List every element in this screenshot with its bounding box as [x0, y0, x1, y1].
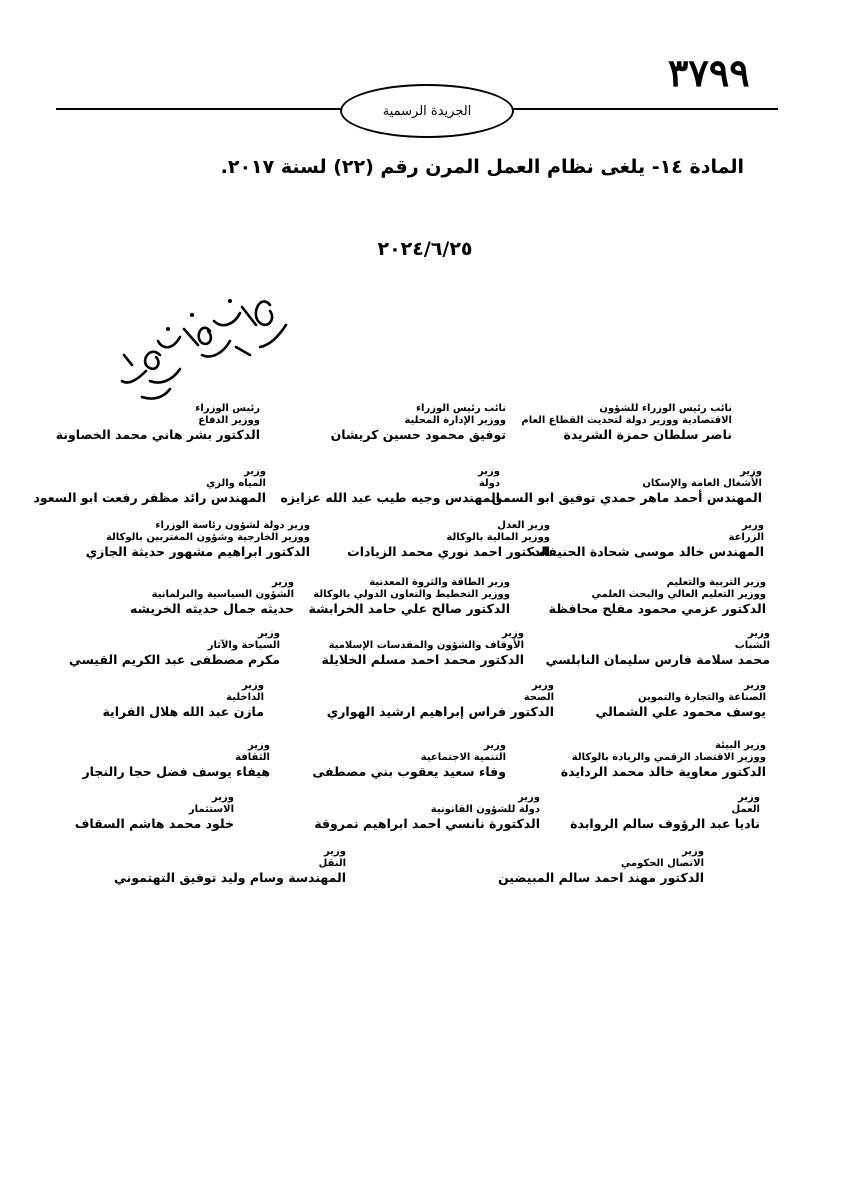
gazette-label: الجريدة الرسمية — [382, 103, 472, 119]
minister-name: الدكتور عزمي محمود مفلح محافظة — [548, 601, 766, 616]
minister-block — [102, 680, 264, 720]
minister-title-line2: الاستثمار — [188, 804, 234, 815]
minister-name: المهندس رائد مظفر رفعت ابو السعود — [33, 490, 266, 505]
minister-title-line1: وزير البيئة — [715, 740, 766, 751]
minister-title-line1: وزير — [258, 628, 280, 639]
minister-name: ناصر سلطان حمزة الشريدة — [563, 427, 732, 442]
page-number: ٣٧٩٩ — [668, 50, 750, 95]
minister-block — [322, 628, 524, 668]
minister-title-line1: وزير — [740, 466, 762, 477]
minister-title-line2: الثقافة — [235, 752, 270, 763]
minister-title-line1: وزير — [212, 792, 234, 803]
minister-title-line1: رئيس الوزراء — [195, 403, 260, 414]
minister-name: الدكتور محمد احمد مسلم الخلايلة — [321, 652, 524, 667]
minister-name: هيفاء يوسف فضل حجا رالنجار — [82, 764, 270, 779]
minister-title-line2: النقل — [318, 858, 346, 869]
minister-title-line2: الاتصال الحكومي — [620, 858, 704, 869]
minister-block — [86, 520, 310, 560]
minister-title-line2: الأشغال العامة والإسكان — [642, 478, 762, 489]
minister-block — [531, 520, 764, 560]
minister-block — [521, 403, 732, 443]
minister-title-line1: وزير — [244, 466, 266, 477]
minister-title-line2: الصناعة والتجارة والتموين — [637, 692, 766, 703]
minister-block — [561, 740, 766, 780]
minister-block — [56, 403, 260, 443]
minister-block — [570, 792, 760, 832]
minister-name: الدكتور احمد نوري محمد الزيادات — [347, 544, 550, 559]
minister-name: المهندس أحمد ماهر حمدي توفيق ابو السمن — [491, 490, 762, 505]
minister-title-line1: وزير — [324, 846, 346, 857]
minister-block — [309, 577, 510, 617]
minister-title-line2: دولة للشؤون القانونية — [430, 804, 540, 815]
minister-title-line2: ووزير المالية بالوكالة — [446, 532, 550, 543]
minister-name: الدكتور ابراهيم مشهور حديثة الجازي — [85, 544, 310, 559]
minister-name: المهندس وجيه طيب عبد الله عزايزه — [280, 490, 500, 505]
minister-title-line1: وزير — [532, 680, 554, 691]
minister-name: المهندس خالد موسى شحادة الحنيفات — [531, 544, 764, 559]
minister-name: ناديا عبد الرؤوف سالم الروابدة — [570, 816, 760, 831]
minister-name: خلود محمد هاشم السقاف — [74, 816, 234, 831]
minister-block — [314, 792, 540, 832]
minister-title-line1: وزير العدل — [497, 520, 550, 531]
minister-name: الدكتور معاوية خالد محمد الردايدة — [560, 764, 766, 779]
minister-block — [549, 577, 766, 617]
minister-title-line1: وزير التربية والتعليم — [666, 577, 766, 588]
minister-block — [347, 520, 550, 560]
minister-title-line1: وزير — [744, 680, 766, 691]
minister-name: المهندسة وسام وليد توفيق التهتموني — [114, 870, 346, 885]
minister-title-line1: وزير — [748, 628, 770, 639]
minister-title-line1: وزير — [742, 520, 764, 531]
minister-block — [498, 846, 704, 886]
minister-title-line2: التنمية الاجتماعية — [420, 752, 506, 763]
minister-name: مازن عبد الله هلال الفراية — [102, 704, 264, 719]
minister-title-line2: ووزير الدفاع — [198, 415, 260, 426]
minister-title-line1: وزير — [682, 846, 704, 857]
minister-block — [546, 628, 770, 668]
minister-block — [281, 466, 500, 506]
minister-block — [82, 740, 270, 780]
minister-title-line1: وزير الطاقة والثروة المعدنية — [369, 577, 510, 588]
minister-title-line2: الشباب — [734, 640, 770, 651]
minister-block — [75, 792, 234, 832]
minister-title-line2: الأوقاف والشؤون والمقدسات الإسلامية — [328, 640, 524, 651]
minister-title-line2: الشؤون السياسية والبرلمانية — [151, 589, 294, 600]
minister-name: حديثه جمال حديثه الخريشه — [130, 601, 294, 616]
minister-block — [69, 628, 280, 668]
article-text: المادة ١٤- يلغى نظام العمل المرن رقم (٢٢) لسنة ٢٠١٧. — [220, 156, 744, 178]
minister-name: الدكتورة نانسي احمد ابراهيم نمروقة — [314, 816, 540, 831]
minister-title-line1: وزير — [478, 466, 500, 477]
minister-title-line2: ووزير التخطيط والتعاون الدولي بالوكالة — [313, 589, 510, 600]
decree-date: ٢٠٢٤/٦/٢٥ — [377, 238, 473, 260]
royal-signature — [110, 285, 300, 405]
minister-title-line2: الاقتصادية ووزير دولة لتحديث القطاع العام — [521, 415, 732, 426]
minister-title-line2: ووزير الإدارة المحلية — [404, 415, 506, 426]
minister-title-line2: الصحة — [523, 692, 554, 703]
minister-title-line2: ووزير الخارجية وشؤون المغتربين بالوكالة — [105, 532, 310, 543]
minister-block — [312, 740, 506, 780]
minister-title-line1: وزير — [248, 740, 270, 751]
minister-title-line1: وزير — [518, 792, 540, 803]
minister-title-line1: وزير دولة لشؤون رئاسة الوزراء — [155, 520, 310, 531]
minister-title-line1: وزير — [242, 680, 264, 691]
minister-block — [595, 680, 766, 720]
minister-block — [327, 680, 554, 720]
minister-title-line2: الزراعة — [728, 532, 764, 543]
gazette-label-oval — [340, 84, 514, 138]
minister-block — [114, 846, 346, 886]
minister-name: محمد سلامة فارس سليمان النابلسي — [545, 652, 770, 667]
minister-title-line1: وزير — [484, 740, 506, 751]
minister-name: مكرم مصطفى عبد الكريم القيسي — [68, 652, 280, 667]
minister-title-line2: دولة — [478, 478, 500, 489]
minister-name: الدكتور مهند احمد سالم المبيضين — [498, 870, 704, 885]
minister-block — [130, 577, 294, 617]
minister-title-line2: الداخلية — [226, 692, 264, 703]
minister-title-line2: المياه والري — [206, 478, 266, 489]
minister-title-line1: وزير — [738, 792, 760, 803]
minister-name: يوسف محمود علي الشمالي — [595, 704, 766, 719]
minister-title-line1: وزير — [502, 628, 524, 639]
minister-block — [492, 466, 762, 506]
minister-block — [331, 403, 506, 443]
minister-block — [33, 466, 266, 506]
minister-title-line1: نائب رئيس الوزراء — [415, 403, 506, 414]
minister-name: الدكتور فراس إبراهيم ارشيد الهواري — [326, 704, 554, 719]
minister-name: وفاء سعيد يعقوب بني مصطفى — [312, 764, 506, 779]
minister-name: الدكتور بشر هاني محمد الخصاونة — [55, 427, 260, 442]
minister-title-line2: السياحة والآثار — [207, 640, 280, 651]
minister-title-line2: ووزير التعليم العالي والبحث العلمي — [591, 589, 766, 600]
minister-title-line1: نائب رئيس الوزراء للشؤون — [599, 403, 732, 414]
minister-title-line1: وزير — [272, 577, 294, 588]
minister-name: الدكتور صالح علي حامد الخرابشة — [308, 601, 510, 616]
minister-title-line2: ووزير الاقتصاد الرقمي والريادة بالوكالة — [571, 752, 766, 763]
minister-title-line2: العمل — [731, 804, 760, 815]
minister-name: توفيق محمود حسين كريشان — [330, 427, 506, 442]
